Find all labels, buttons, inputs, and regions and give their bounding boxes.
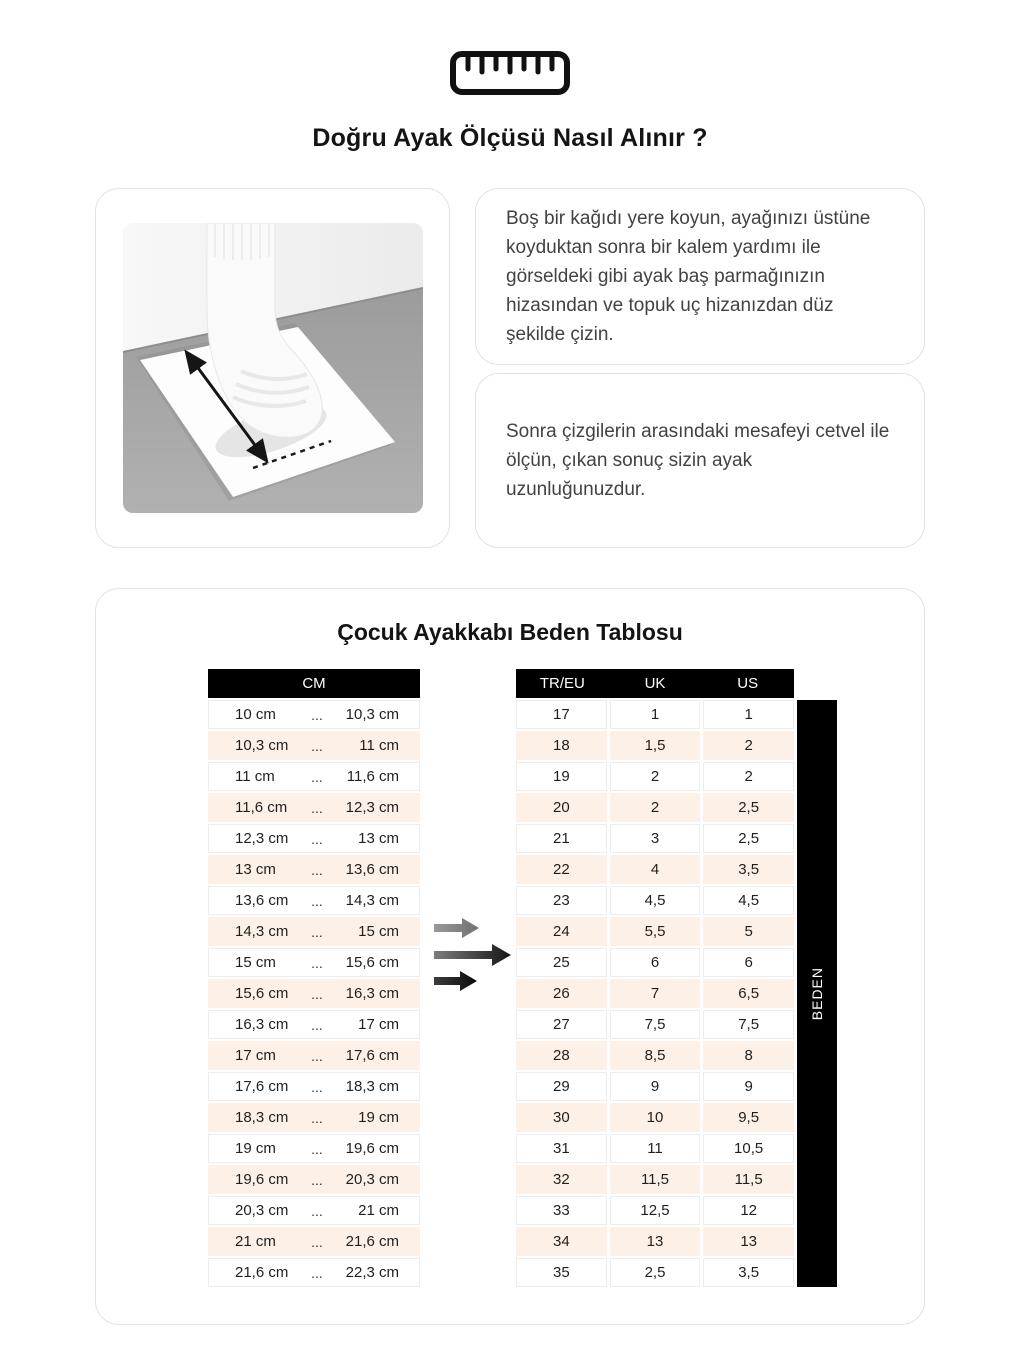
cm-min-value: 19 cm	[235, 1140, 276, 1157]
size-table-row	[516, 855, 794, 884]
cm-table-row	[208, 886, 420, 915]
range-separator: ...	[311, 892, 323, 909]
us-value: 10,5	[703, 1134, 794, 1163]
us-value: 9	[703, 1072, 794, 1101]
cm-table-row	[208, 979, 420, 1008]
cm-table-row	[208, 793, 420, 822]
cm-min-value: 17,6 cm	[235, 1078, 289, 1095]
us-value: 1	[703, 700, 794, 729]
range-separator: ...	[311, 1233, 323, 1250]
uk-value: 7,5	[610, 1010, 701, 1039]
size-conversion-table	[516, 669, 794, 1289]
us-value: 2,5	[703, 793, 794, 822]
tr-eu-value: 22	[516, 855, 607, 884]
measurement-photo-card	[95, 188, 450, 548]
cm-min-value: 15,6 cm	[235, 985, 289, 1002]
size-table-row	[516, 824, 794, 853]
us-value: 2,5	[703, 824, 794, 853]
uk-value: 7	[610, 979, 701, 1008]
cm-min-value: 16,3 cm	[235, 1016, 289, 1033]
cm-max-value: 13,6 cm	[345, 861, 399, 878]
cm-table-row	[208, 1103, 420, 1132]
cm-min-value: 11 cm	[235, 768, 275, 785]
uk-value: 6	[610, 948, 701, 977]
transfer-arrows-icon	[430, 915, 516, 995]
cm-min-value: 13 cm	[235, 861, 276, 878]
size-table-row	[516, 731, 794, 760]
beden-label: BEDEN	[809, 966, 825, 1021]
cm-max-value: 21,6 cm	[345, 1233, 399, 1250]
cm-table-row	[208, 1196, 420, 1225]
uk-value: 13	[610, 1227, 701, 1256]
tr-eu-value: 18	[516, 731, 607, 760]
size-table-row	[516, 1134, 794, 1163]
instruction-card-step1	[475, 188, 925, 365]
size-table-row	[516, 948, 794, 977]
cm-max-value: 17 cm	[358, 1016, 399, 1033]
us-value: 11,5	[703, 1165, 794, 1194]
range-separator: ...	[311, 1171, 323, 1188]
tr-eu-value: 31	[516, 1134, 607, 1163]
cm-max-value: 21 cm	[358, 1202, 399, 1219]
size-table-row	[516, 1227, 794, 1256]
tr-eu-value: 30	[516, 1103, 607, 1132]
cm-min-value: 12,3 cm	[235, 830, 289, 847]
cm-min-value: 18,3 cm	[235, 1109, 289, 1126]
instruction-step2-text: Sonra çizgilerin arasındaki mesafeyi cetvel ile ölçün, çıkan sonuç sizin ayak uzunluğunuzdur.	[506, 421, 890, 500]
range-separator: ...	[311, 768, 323, 785]
cm-table-row	[208, 1258, 420, 1287]
cm-max-value: 13 cm	[358, 830, 399, 847]
cm-table-row	[208, 1165, 420, 1194]
tr-eu-value: 24	[516, 917, 607, 946]
size-table-header	[516, 669, 794, 698]
tr-eu-value: 27	[516, 1010, 607, 1039]
uk-value: 4,5	[610, 886, 701, 915]
uk-value: 3	[610, 824, 701, 853]
tr-eu-value: 20	[516, 793, 607, 822]
size-table-card	[95, 588, 925, 1325]
us-value: 5	[703, 917, 794, 946]
cm-min-value: 19,6 cm	[235, 1171, 289, 1188]
tr-eu-value: 34	[516, 1227, 607, 1256]
uk-value: 2	[610, 793, 701, 822]
cm-max-value: 19,6 cm	[345, 1140, 399, 1157]
cm-table	[208, 669, 420, 1289]
range-separator: ...	[311, 706, 323, 723]
header-tr-eu: TR/EU	[539, 675, 585, 692]
cm-max-value: 19 cm	[358, 1109, 399, 1126]
tr-eu-value: 29	[516, 1072, 607, 1101]
cm-min-value: 11,6 cm	[235, 799, 288, 816]
us-value: 6,5	[703, 979, 794, 1008]
size-table-row	[516, 1258, 794, 1287]
range-separator: ...	[311, 1140, 323, 1157]
cm-min-value: 10 cm	[235, 706, 276, 723]
tr-eu-value: 32	[516, 1165, 607, 1194]
size-table-row	[516, 700, 794, 729]
size-table-row	[516, 886, 794, 915]
cm-max-value: 22,3 cm	[345, 1264, 399, 1281]
us-value: 12	[703, 1196, 794, 1225]
size-table-row	[516, 1010, 794, 1039]
cm-table-row	[208, 1134, 420, 1163]
uk-value: 1	[610, 700, 701, 729]
header-us: US	[737, 675, 759, 692]
range-separator: ...	[311, 1047, 323, 1064]
cm-min-value: 17 cm	[235, 1047, 276, 1064]
us-value: 3,5	[703, 855, 794, 884]
tr-eu-value: 21	[516, 824, 607, 853]
cm-min-value: 21,6 cm	[235, 1264, 289, 1281]
cm-max-value: 20,3 cm	[345, 1171, 399, 1188]
size-table-title: Çocuk Ayakkabı Beden Tablosu	[337, 619, 683, 645]
cm-table-header: CM	[208, 669, 420, 698]
uk-value: 11,5	[610, 1165, 701, 1194]
us-value: 4,5	[703, 886, 794, 915]
range-separator: ...	[311, 1078, 323, 1095]
size-table-row	[516, 1041, 794, 1070]
uk-value: 4	[610, 855, 701, 884]
tr-eu-value: 25	[516, 948, 607, 977]
cm-min-value: 14,3 cm	[235, 923, 289, 940]
range-separator: ...	[311, 1264, 323, 1281]
cm-table-row	[208, 855, 420, 884]
cm-min-value: 21 cm	[235, 1233, 276, 1250]
cm-table-row	[208, 1010, 420, 1039]
size-table-rows	[516, 700, 794, 1287]
tr-eu-value: 33	[516, 1196, 607, 1225]
us-value: 2	[703, 731, 794, 760]
instruction-step1-text: Boş bir kağıdı yere koyun, ayağınızı üstüne koyduktan sonra bir kalem yardımı ile görseldeki gibi ayak baş parmağınızın hizasından ve topuk uç hizanızdan düz şekilde çizin.	[506, 208, 871, 345]
uk-value: 10	[610, 1103, 701, 1132]
us-value: 9,5	[703, 1103, 794, 1132]
cm-max-value: 15,6 cm	[345, 954, 399, 971]
cm-max-value: 11 cm	[359, 737, 399, 754]
cm-min-value: 10,3 cm	[235, 737, 289, 754]
cm-min-value: 20,3 cm	[235, 1202, 289, 1219]
cm-table-row	[208, 948, 420, 977]
cm-table-row	[208, 1227, 420, 1256]
cm-max-value: 18,3 cm	[345, 1078, 399, 1095]
cm-min-value: 13,6 cm	[235, 892, 289, 909]
cm-table-rows	[208, 700, 420, 1287]
size-table-row	[516, 917, 794, 946]
cm-table-row	[208, 1041, 420, 1070]
us-value: 8	[703, 1041, 794, 1070]
size-table-row	[516, 793, 794, 822]
instruction-card-step2	[475, 373, 925, 548]
range-separator: ...	[311, 830, 323, 847]
range-separator: ...	[311, 985, 323, 1002]
uk-value: 5,5	[610, 917, 701, 946]
cm-table-row	[208, 731, 420, 760]
uk-value: 2,5	[610, 1258, 701, 1287]
cm-table-row	[208, 917, 420, 946]
foot-measurement-photo	[123, 223, 423, 513]
cm-max-value: 17,6 cm	[345, 1047, 399, 1064]
range-separator: ...	[311, 1202, 323, 1219]
range-separator: ...	[311, 861, 323, 878]
cm-table-row	[208, 824, 420, 853]
size-table-row	[516, 1165, 794, 1194]
size-table-row	[516, 762, 794, 791]
cm-max-value: 12,3 cm	[345, 799, 399, 816]
us-value: 13	[703, 1227, 794, 1256]
cm-max-value: 14,3 cm	[345, 892, 399, 909]
us-value: 6	[703, 948, 794, 977]
cm-min-value: 15 cm	[235, 954, 276, 971]
tr-eu-value: 23	[516, 886, 607, 915]
page-title: Doğru Ayak Ölçüsü Nasıl Alınır ?	[312, 124, 708, 152]
ruler-icon	[0, 50, 1020, 96]
us-value: 7,5	[703, 1010, 794, 1039]
us-value: 2	[703, 762, 794, 791]
range-separator: ...	[311, 954, 323, 971]
range-separator: ...	[311, 737, 323, 754]
uk-value: 12,5	[610, 1196, 701, 1225]
cm-table-row	[208, 700, 420, 729]
uk-value: 11	[610, 1134, 701, 1163]
uk-value: 1,5	[610, 731, 701, 760]
tr-eu-value: 26	[516, 979, 607, 1008]
us-value: 3,5	[703, 1258, 794, 1287]
size-table-row	[516, 979, 794, 1008]
cm-max-value: 15 cm	[358, 923, 399, 940]
uk-value: 8,5	[610, 1041, 701, 1070]
size-table-row	[516, 1103, 794, 1132]
cm-table-row	[208, 762, 420, 791]
header-uk: UK	[644, 675, 666, 692]
range-separator: ...	[311, 1016, 323, 1033]
tr-eu-value: 19	[516, 762, 607, 791]
cm-table-row	[208, 1072, 420, 1101]
cm-max-value: 11,6 cm	[346, 768, 399, 785]
cm-max-value: 10,3 cm	[345, 706, 399, 723]
range-separator: ...	[311, 923, 323, 940]
cm-max-value: 16,3 cm	[345, 985, 399, 1002]
uk-value: 2	[610, 762, 701, 791]
tr-eu-value: 17	[516, 700, 607, 729]
tr-eu-value: 28	[516, 1041, 607, 1070]
range-separator: ...	[311, 1109, 323, 1126]
range-separator: ...	[311, 799, 323, 816]
size-table-row	[516, 1196, 794, 1225]
beden-vertical-bar	[797, 700, 837, 1287]
size-table-row	[516, 1072, 794, 1101]
uk-value: 9	[610, 1072, 701, 1101]
tr-eu-value: 35	[516, 1258, 607, 1287]
